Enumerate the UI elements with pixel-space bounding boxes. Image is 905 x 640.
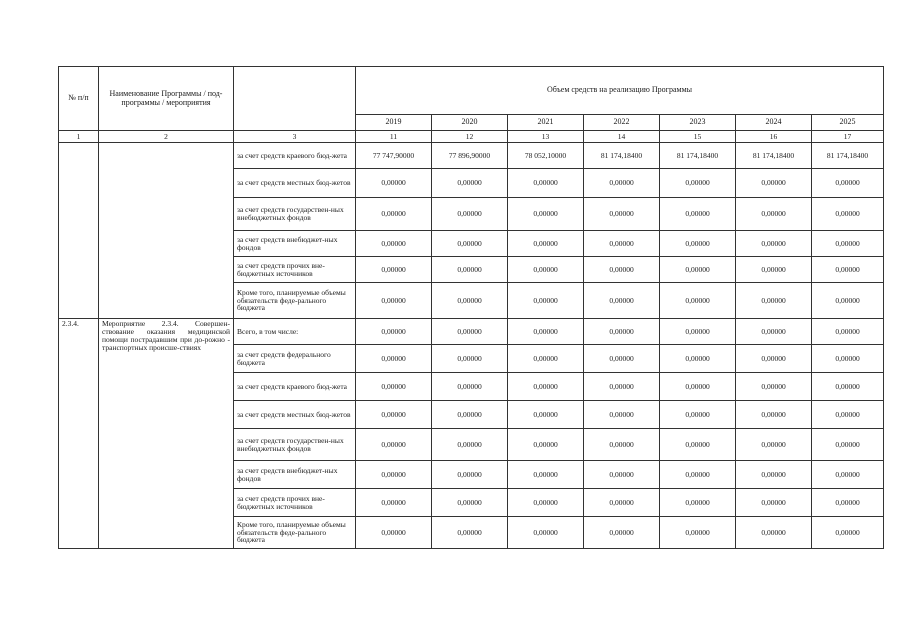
amount-cell: 0,00000 (660, 489, 736, 517)
amount-cell: 0,00000 (584, 489, 660, 517)
amount-cell: 0,00000 (812, 345, 884, 373)
amount-cell: 0,00000 (736, 169, 812, 198)
amount-cell: 0,00000 (660, 429, 736, 461)
amount-cell: 0,00000 (812, 373, 884, 401)
amount-cell: 0,00000 (356, 489, 432, 517)
amount-cell: 0,00000 (356, 461, 432, 489)
amount-cell: 77 896,90000 (432, 143, 508, 169)
amount-cell: 0,00000 (660, 373, 736, 401)
year-header: 2021 (508, 115, 584, 131)
amount-cell: 0,00000 (736, 373, 812, 401)
amount-cell: 0,00000 (356, 283, 432, 319)
year-header: 2022 (584, 115, 660, 131)
year-header: 2024 (736, 115, 812, 131)
amount-cell: 0,00000 (812, 517, 884, 549)
funding-source: за счет средств прочих вне-бюджетных источников (234, 489, 356, 517)
amount-cell: 0,00000 (812, 429, 884, 461)
header-source-empty (234, 67, 356, 131)
amount-cell: 0,00000 (660, 401, 736, 429)
column-index: 12 (432, 131, 508, 143)
header-row (59, 67, 884, 115)
amount-cell: 0,00000 (660, 319, 736, 345)
column-index: 2 (99, 131, 234, 143)
activity-name: Мероприятие 2.3.4. Совершен-ствование оказания медицинской помощи пострадавшим при до-рожно - транспортных происше-ствиях (99, 319, 234, 549)
column-index: 13 (508, 131, 584, 143)
amount-cell: 0,00000 (356, 401, 432, 429)
amount-cell: 0,00000 (508, 231, 584, 257)
amount-cell: 0,00000 (432, 517, 508, 549)
amount-cell: 0,00000 (432, 257, 508, 283)
funding-source: за счет средств прочих вне-бюджетных источников (234, 257, 356, 283)
amount-cell: 0,00000 (356, 345, 432, 373)
funding-source: за счет средств краевого бюд-жета (234, 143, 356, 169)
row-name-empty (99, 143, 234, 319)
amount-cell: 0,00000 (508, 517, 584, 549)
amount-cell: 0,00000 (508, 345, 584, 373)
amount-cell: 0,00000 (584, 283, 660, 319)
amount-cell: 0,00000 (736, 461, 812, 489)
row-number-empty (59, 143, 99, 319)
amount-cell: 0,00000 (432, 429, 508, 461)
amount-cell: 0,00000 (432, 169, 508, 198)
amount-cell: 0,00000 (356, 517, 432, 549)
amount-cell: 0,00000 (660, 517, 736, 549)
funding-source: за счет средств государствен-ных внебюджетных фондов (234, 429, 356, 461)
amount-cell: 81 174,18400 (736, 143, 812, 169)
amount-cell: 0,00000 (812, 461, 884, 489)
amount-cell: 0,00000 (660, 198, 736, 231)
amount-cell: 0,00000 (508, 429, 584, 461)
amount-cell: 0,00000 (432, 461, 508, 489)
column-index: 3 (234, 131, 356, 143)
amount-cell: 81 174,18400 (584, 143, 660, 169)
amount-cell: 0,00000 (356, 257, 432, 283)
amount-cell: 0,00000 (356, 429, 432, 461)
amount-cell: 0,00000 (432, 489, 508, 517)
table-row (59, 143, 884, 169)
amount-cell: 0,00000 (508, 461, 584, 489)
amount-cell: 0,00000 (508, 257, 584, 283)
column-index: 16 (736, 131, 812, 143)
column-index: 17 (812, 131, 884, 143)
amount-cell: 0,00000 (736, 198, 812, 231)
funding-source: за счет средств местных бюд-жетов (234, 401, 356, 429)
amount-cell: 0,00000 (812, 257, 884, 283)
amount-cell: 0,00000 (660, 169, 736, 198)
funding-source: за счет средств федерального бюджета (234, 345, 356, 373)
amount-cell: 81 174,18400 (660, 143, 736, 169)
amount-cell: 0,00000 (508, 198, 584, 231)
amount-cell: 0,00000 (812, 169, 884, 198)
amount-cell: 0,00000 (356, 231, 432, 257)
amount-cell: 0,00000 (584, 319, 660, 345)
amount-cell: 0,00000 (432, 345, 508, 373)
amount-cell: 0,00000 (584, 461, 660, 489)
amount-cell: 0,00000 (432, 319, 508, 345)
amount-cell: 0,00000 (356, 198, 432, 231)
amount-cell: 0,00000 (432, 283, 508, 319)
amount-cell: 0,00000 (356, 169, 432, 198)
budget-table (58, 66, 884, 549)
column-index: 14 (584, 131, 660, 143)
amount-cell: 0,00000 (812, 283, 884, 319)
amount-cell: 0,00000 (356, 319, 432, 345)
amount-cell: 0,00000 (508, 489, 584, 517)
amount-cell: 0,00000 (432, 198, 508, 231)
header-num: № п/п (59, 67, 99, 131)
amount-cell: 0,00000 (584, 257, 660, 283)
funding-source: Всего, в том числе: (234, 319, 356, 345)
amount-cell: 0,00000 (812, 489, 884, 517)
year-header: 2019 (356, 115, 432, 131)
column-index: 15 (660, 131, 736, 143)
amount-cell: 0,00000 (736, 401, 812, 429)
funding-source: Кроме того, планируемые объемы обязательств феде-рального бюджета (234, 283, 356, 319)
year-header: 2023 (660, 115, 736, 131)
amount-cell: 0,00000 (736, 345, 812, 373)
amount-cell: 0,00000 (736, 489, 812, 517)
amount-cell: 0,00000 (356, 373, 432, 401)
amount-cell: 0,00000 (584, 517, 660, 549)
amount-cell: 0,00000 (812, 319, 884, 345)
activity-number: 2.3.4. (59, 319, 99, 549)
funding-source: за счет средств государствен-ных внебюджетных фондов (234, 198, 356, 231)
amount-cell: 0,00000 (736, 257, 812, 283)
amount-cell: 0,00000 (584, 373, 660, 401)
amount-cell: 0,00000 (584, 231, 660, 257)
amount-cell: 0,00000 (584, 169, 660, 198)
amount-cell: 0,00000 (736, 429, 812, 461)
header-volume: Объем средств на реализацию Программы (356, 67, 884, 115)
amount-cell: 0,00000 (660, 257, 736, 283)
table-row (59, 319, 884, 345)
amount-cell: 0,00000 (660, 283, 736, 319)
year-header: 2020 (432, 115, 508, 131)
funding-source: за счет средств краевого бюд-жета (234, 373, 356, 401)
amount-cell: 0,00000 (508, 373, 584, 401)
amount-cell: 0,00000 (736, 517, 812, 549)
amount-cell: 0,00000 (736, 231, 812, 257)
amount-cell: 0,00000 (508, 283, 584, 319)
amount-cell: 0,00000 (584, 345, 660, 373)
amount-cell: 0,00000 (584, 429, 660, 461)
year-header: 2025 (812, 115, 884, 131)
amount-cell: 0,00000 (432, 231, 508, 257)
amount-cell: 0,00000 (812, 198, 884, 231)
amount-cell: 0,00000 (508, 401, 584, 429)
amount-cell: 0,00000 (812, 401, 884, 429)
funding-source: Кроме того, планируемые объемы обязательств феде-рального бюджета (234, 517, 356, 549)
amount-cell: 0,00000 (736, 283, 812, 319)
funding-source: за счет средств внебюджет-ных фондов (234, 461, 356, 489)
amount-cell: 0,00000 (584, 401, 660, 429)
amount-cell: 0,00000 (432, 401, 508, 429)
amount-cell: 0,00000 (432, 373, 508, 401)
amount-cell: 0,00000 (812, 231, 884, 257)
table-body (59, 67, 884, 549)
funding-source: за счет средств местных бюд-жетов (234, 169, 356, 198)
amount-cell: 0,00000 (584, 198, 660, 231)
amount-cell: 0,00000 (508, 169, 584, 198)
amount-cell: 78 052,10000 (508, 143, 584, 169)
funding-source: за счет средств внебюджет-ных фондов (234, 231, 356, 257)
index-row (59, 131, 884, 143)
column-index: 11 (356, 131, 432, 143)
amount-cell: 81 174,18400 (812, 143, 884, 169)
amount-cell: 0,00000 (660, 345, 736, 373)
header-name: Наименование Программы / под-программы / мероприятия (99, 67, 234, 131)
amount-cell: 77 747,90000 (356, 143, 432, 169)
amount-cell: 0,00000 (508, 319, 584, 345)
column-index: 1 (59, 131, 99, 143)
amount-cell: 0,00000 (736, 319, 812, 345)
amount-cell: 0,00000 (660, 461, 736, 489)
amount-cell: 0,00000 (660, 231, 736, 257)
